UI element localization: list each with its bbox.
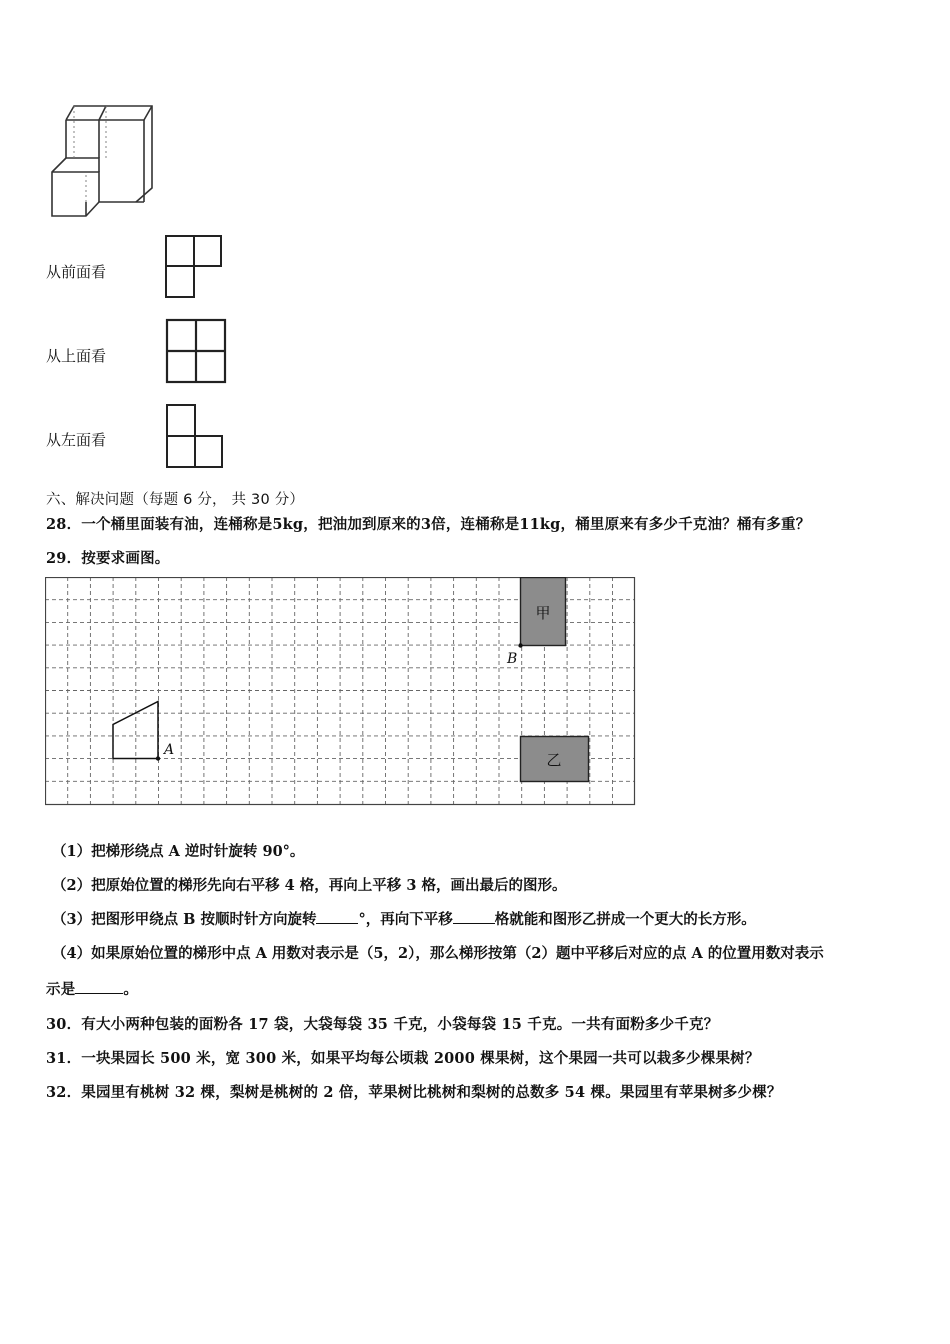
q29-part-3-text-b: °，再向下平移 bbox=[358, 911, 453, 928]
shape-yi-label: 乙 bbox=[546, 751, 562, 769]
q29-part-4-continued bbox=[46, 978, 138, 999]
q29-part-2: （2）把原始位置的梯形先向右平移 4 格，再向上平移 3 格，画出最后的图形。 bbox=[52, 877, 567, 894]
left-view-label: 从左面看 bbox=[46, 431, 107, 449]
question-29-title: 29．按要求画图。 bbox=[46, 550, 170, 567]
question-28: 28．一个桶里面装有油，连桶称是5kg，把油加到原来的3倍，连桶称是11kg，桶里原来有多少千克油？桶有多重？ bbox=[46, 516, 811, 533]
question-30: 30．有大小两种包装的面粉各 17 袋，大袋每袋 35 千克，小袋每袋 15 千克。一共有面粉多少千克？ bbox=[46, 1016, 719, 1033]
point-a-label: A bbox=[164, 742, 175, 758]
point-a bbox=[156, 756, 160, 760]
front-view-figure bbox=[163, 234, 225, 304]
translate-steps-blank[interactable] bbox=[453, 909, 495, 924]
cube-stack-figure bbox=[44, 100, 159, 224]
point-b-label: B bbox=[507, 651, 518, 667]
rotation-angle-blank[interactable] bbox=[316, 909, 358, 924]
q29-part-4: （4）如果原始位置的梯形中点 A 用数对表示是（5，2），那么梯形按第（2）题中平移后对应的点 A 的位置用数对表示 bbox=[52, 945, 824, 962]
shape-jia-label: 甲 bbox=[535, 604, 551, 622]
top-view-figure bbox=[164, 317, 228, 389]
q29-part-3 bbox=[52, 908, 756, 929]
q29-part-4-text-c: 。 bbox=[123, 981, 139, 998]
top-view-label: 从上面看 bbox=[46, 347, 107, 365]
q29-part-3-text-c: 格就能和图形乙拼成一个更大的长方形。 bbox=[494, 911, 756, 928]
left-view-figure bbox=[164, 402, 226, 474]
question-32: 32．果园里有桃树 32 棵，梨树是桃树的 2 倍，苹果树比桃树和梨树的总数多 54 棵。果园里有苹果树多少棵？ bbox=[46, 1084, 782, 1101]
q29-part-3-text-a: （3）把图形甲绕点 B 按顺时针方向旋转 bbox=[52, 911, 317, 928]
question-31: 31．一块果园长 500 米，宽 300 米，如果平均每公顷栽 2000 棵果树，这个果园一共可以栽多少棵果树？ bbox=[46, 1050, 760, 1067]
coordinate-blank[interactable] bbox=[75, 979, 123, 994]
front-view-label: 从前面看 bbox=[46, 263, 107, 281]
q29-part-1: （1）把梯形绕点 A 逆时针旋转 90°。 bbox=[52, 843, 305, 860]
section-title: 六、解决问题（每题 6 分， 共 30 分） bbox=[46, 492, 305, 508]
grid-diagram bbox=[45, 577, 637, 811]
point-b bbox=[518, 643, 522, 647]
q29-part-4-text-b: 示是 bbox=[46, 981, 76, 998]
